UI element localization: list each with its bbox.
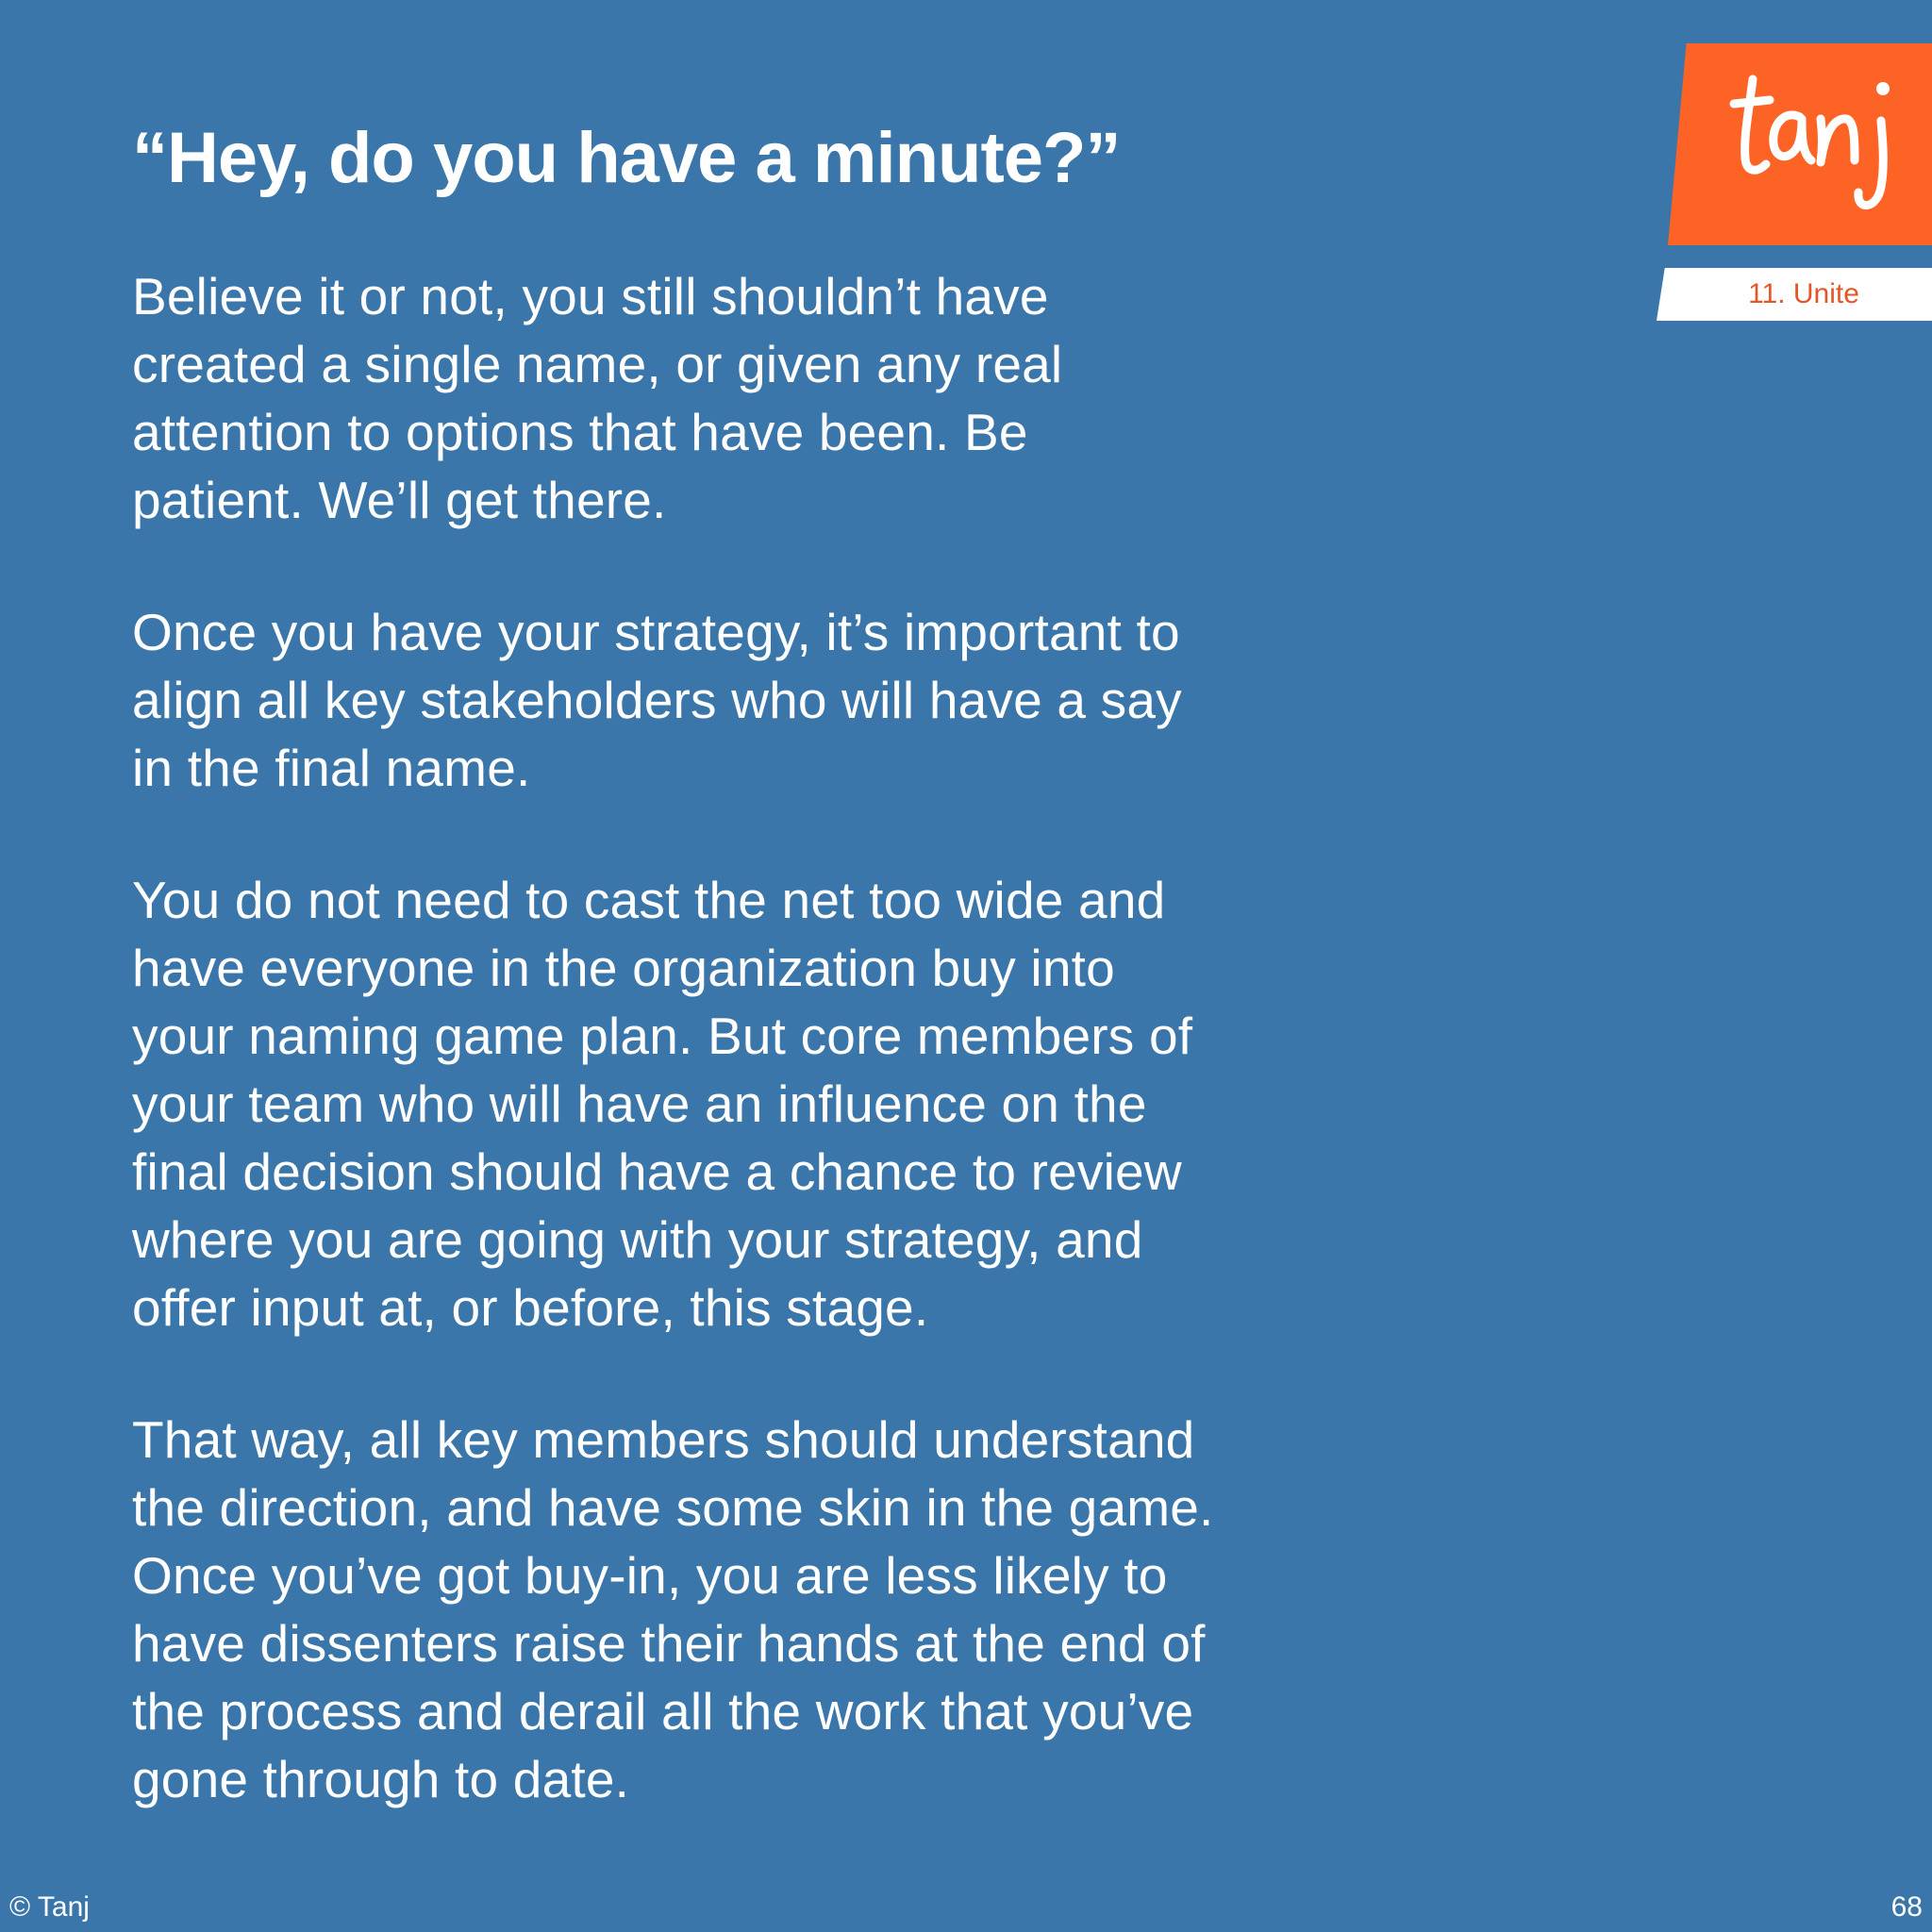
paragraph-4: That way, all key members should understand the direction, and have some skin in the game. Once you’ve got buy-in, you are less likely to have dissenters raise their hands at the end of the process and derail all the work that you’ve gone through to date. xyxy=(132,1410,1214,1808)
body-text xyxy=(132,262,1377,1813)
page-number: 68 xyxy=(1890,1891,1923,1923)
paragraph-3: You do not need to cast the net too wide and have everyone in the organization buy into your naming game plan. But core members of your team who will have an influence on the final decision should have a chance to review where you are going with your strategy, and offer input at, or before, this stage. xyxy=(132,871,1193,1337)
paragraph-2: Once you have your strategy, it’s important to align all key stakeholders who will have a say in the final name. xyxy=(132,603,1182,797)
paragraph-1: Believe it or not, you still shouldn’t have created a single name, or given any real attention to options that have been. Be patient. We’ll get there. xyxy=(132,267,1063,529)
copyright-text: © Tanj xyxy=(9,1891,90,1923)
slide-title: “Hey, do you have a minute?” xyxy=(132,118,1121,198)
section-label: 11. Unite xyxy=(1748,278,1859,309)
tanj-logo xyxy=(1726,62,1915,223)
